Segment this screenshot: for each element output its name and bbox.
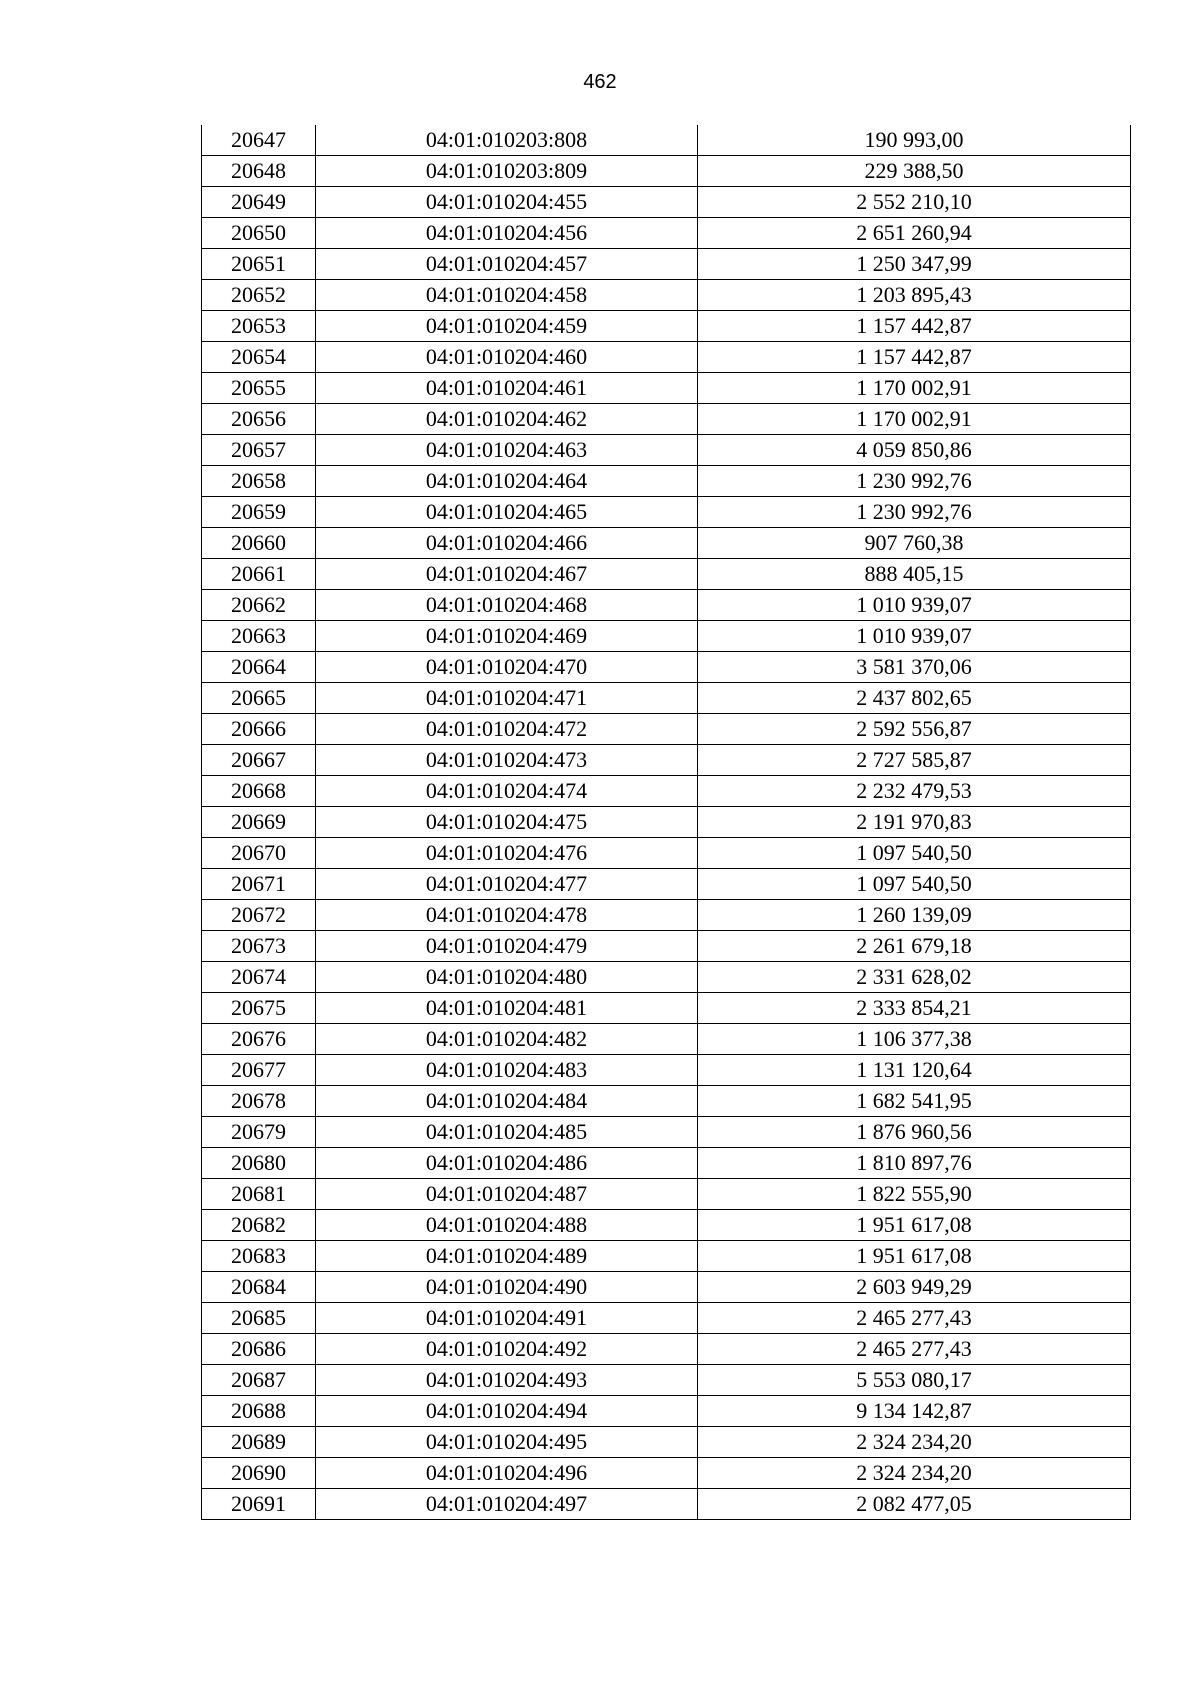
row-number-cell: 20681 xyxy=(202,1179,316,1210)
row-number-cell: 20691 xyxy=(202,1489,316,1520)
cadastral-number-cell: 04:01:010204:459 xyxy=(316,311,698,342)
cadastral-value-cell: 4 059 850,86 xyxy=(698,435,1131,466)
table-row xyxy=(202,125,1131,156)
row-number-cell: 20689 xyxy=(202,1427,316,1458)
cadastral-number-cell: 04:01:010204:475 xyxy=(316,807,698,838)
row-number-cell: 20653 xyxy=(202,311,316,342)
cadastral-number-cell: 04:01:010204:469 xyxy=(316,621,698,652)
cadastral-value-cell: 2 331 628,02 xyxy=(698,962,1131,993)
cadastral-number-cell: 04:01:010204:480 xyxy=(316,962,698,993)
cadastral-number-cell: 04:01:010204:462 xyxy=(316,404,698,435)
table-body xyxy=(202,125,1131,1520)
row-number-cell: 20672 xyxy=(202,900,316,931)
cadastral-value-cell: 2 082 477,05 xyxy=(698,1489,1131,1520)
cadastral-number-cell: 04:01:010204:495 xyxy=(316,1427,698,1458)
cadastral-value-cell: 5 553 080,17 xyxy=(698,1365,1131,1396)
table-row xyxy=(202,652,1131,683)
row-number-cell: 20673 xyxy=(202,931,316,962)
table-row xyxy=(202,1489,1131,1520)
table-row xyxy=(202,621,1131,652)
row-number-cell: 20649 xyxy=(202,187,316,218)
table-row xyxy=(202,714,1131,745)
cadastral-number-cell: 04:01:010204:478 xyxy=(316,900,698,931)
row-number-cell: 20660 xyxy=(202,528,316,559)
cadastral-value-cell: 1 157 442,87 xyxy=(698,311,1131,342)
cadastral-number-cell: 04:01:010204:470 xyxy=(316,652,698,683)
cadastral-number-cell: 04:01:010204:492 xyxy=(316,1334,698,1365)
cadastral-number-cell: 04:01:010204:491 xyxy=(316,1303,698,1334)
table-row xyxy=(202,156,1131,187)
cadastral-number-cell: 04:01:010203:808 xyxy=(316,125,698,156)
cadastral-value-cell: 1 230 992,76 xyxy=(698,497,1131,528)
cadastral-value-cell: 1 157 442,87 xyxy=(698,342,1131,373)
cadastral-value-cell: 190 993,00 xyxy=(698,125,1131,156)
row-number-cell: 20669 xyxy=(202,807,316,838)
cadastral-value-cell: 2 465 277,43 xyxy=(698,1334,1131,1365)
table-row xyxy=(202,838,1131,869)
cadastral-value-cell: 1 682 541,95 xyxy=(698,1086,1131,1117)
row-number-cell: 20680 xyxy=(202,1148,316,1179)
cadastral-value-cell: 1 951 617,08 xyxy=(698,1241,1131,1272)
row-number-cell: 20648 xyxy=(202,156,316,187)
cadastral-value-cell: 1 260 139,09 xyxy=(698,900,1131,931)
table-row xyxy=(202,497,1131,528)
cadastral-value-cell: 2 324 234,20 xyxy=(698,1458,1131,1489)
table-row xyxy=(202,1396,1131,1427)
row-number-cell: 20666 xyxy=(202,714,316,745)
cadastral-number-cell: 04:01:010204:479 xyxy=(316,931,698,962)
row-number-cell: 20679 xyxy=(202,1117,316,1148)
row-number-cell: 20668 xyxy=(202,776,316,807)
row-number-cell: 20690 xyxy=(202,1458,316,1489)
cadastral-number-cell: 04:01:010204:466 xyxy=(316,528,698,559)
cadastral-value-cell: 1 250 347,99 xyxy=(698,249,1131,280)
cadastral-value-cell: 1 097 540,50 xyxy=(698,838,1131,869)
cadastral-number-cell: 04:01:010204:485 xyxy=(316,1117,698,1148)
row-number-cell: 20675 xyxy=(202,993,316,1024)
table-row xyxy=(202,1272,1131,1303)
cadastral-value-cell: 1 010 939,07 xyxy=(698,621,1131,652)
cadastral-number-cell: 04:01:010204:476 xyxy=(316,838,698,869)
table-row xyxy=(202,1427,1131,1458)
table-row xyxy=(202,1148,1131,1179)
table-row xyxy=(202,1303,1131,1334)
row-number-cell: 20647 xyxy=(202,125,316,156)
cadastral-value-cell: 1 951 617,08 xyxy=(698,1210,1131,1241)
table-row xyxy=(202,869,1131,900)
row-number-cell: 20661 xyxy=(202,559,316,590)
row-number-cell: 20687 xyxy=(202,1365,316,1396)
cadastral-value-cell: 2 552 210,10 xyxy=(698,187,1131,218)
cadastral-value-cell: 2 603 949,29 xyxy=(698,1272,1131,1303)
cadastral-number-cell: 04:01:010204:468 xyxy=(316,590,698,621)
cadastral-number-cell: 04:01:010204:457 xyxy=(316,249,698,280)
cadastral-number-cell: 04:01:010204:490 xyxy=(316,1272,698,1303)
cadastral-value-cell: 1 131 120,64 xyxy=(698,1055,1131,1086)
cadastral-value-cell: 1 810 897,76 xyxy=(698,1148,1131,1179)
cadastral-value-cell: 1 170 002,91 xyxy=(698,373,1131,404)
table-row xyxy=(202,1458,1131,1489)
table-row xyxy=(202,466,1131,497)
cadastral-number-cell: 04:01:010204:458 xyxy=(316,280,698,311)
row-number-cell: 20684 xyxy=(202,1272,316,1303)
cadastral-number-cell: 04:01:010204:482 xyxy=(316,1024,698,1055)
cadastral-number-cell: 04:01:010204:477 xyxy=(316,869,698,900)
cadastral-value-cell: 2 333 854,21 xyxy=(698,993,1131,1024)
cadastral-value-cell: 2 437 802,65 xyxy=(698,683,1131,714)
table-row xyxy=(202,962,1131,993)
table-row xyxy=(202,1179,1131,1210)
table-row xyxy=(202,280,1131,311)
table-row xyxy=(202,249,1131,280)
row-number-cell: 20686 xyxy=(202,1334,316,1365)
cadastral-number-cell: 04:01:010204:489 xyxy=(316,1241,698,1272)
table-row xyxy=(202,342,1131,373)
table-row xyxy=(202,187,1131,218)
row-number-cell: 20678 xyxy=(202,1086,316,1117)
table-row xyxy=(202,435,1131,466)
table-row xyxy=(202,900,1131,931)
cadastral-value-cell: 1 822 555,90 xyxy=(698,1179,1131,1210)
cadastral-value-cell: 907 760,38 xyxy=(698,528,1131,559)
row-number-cell: 20683 xyxy=(202,1241,316,1272)
cadastral-number-cell: 04:01:010204:486 xyxy=(316,1148,698,1179)
table-row xyxy=(202,311,1131,342)
cadastral-value-cell: 1 203 895,43 xyxy=(698,280,1131,311)
cadastral-number-cell: 04:01:010203:809 xyxy=(316,156,698,187)
table-row xyxy=(202,559,1131,590)
cadastral-number-cell: 04:01:010204:461 xyxy=(316,373,698,404)
cadastral-number-cell: 04:01:010204:471 xyxy=(316,683,698,714)
cadastral-number-cell: 04:01:010204:494 xyxy=(316,1396,698,1427)
row-number-cell: 20676 xyxy=(202,1024,316,1055)
cadastral-value-cell: 2 727 585,87 xyxy=(698,745,1131,776)
cadastral-number-cell: 04:01:010204:465 xyxy=(316,497,698,528)
table-row xyxy=(202,807,1131,838)
table-row xyxy=(202,776,1131,807)
table-row xyxy=(202,1055,1131,1086)
row-number-cell: 20665 xyxy=(202,683,316,714)
cadastral-number-cell: 04:01:010204:467 xyxy=(316,559,698,590)
cadastral-value-cell: 2 232 479,53 xyxy=(698,776,1131,807)
cadastral-value-cell: 2 324 234,20 xyxy=(698,1427,1131,1458)
cadastral-number-cell: 04:01:010204:460 xyxy=(316,342,698,373)
page-number: 462 xyxy=(583,71,617,93)
row-number-cell: 20652 xyxy=(202,280,316,311)
row-number-cell: 20655 xyxy=(202,373,316,404)
cadastral-number-cell: 04:01:010204:472 xyxy=(316,714,698,745)
cadastral-number-cell: 04:01:010204:487 xyxy=(316,1179,698,1210)
table-row xyxy=(202,931,1131,962)
cadastral-number-cell: 04:01:010204:488 xyxy=(316,1210,698,1241)
row-number-cell: 20651 xyxy=(202,249,316,280)
cadastral-value-cell: 2 651 260,94 xyxy=(698,218,1131,249)
cadastral-number-cell: 04:01:010204:456 xyxy=(316,218,698,249)
row-number-cell: 20685 xyxy=(202,1303,316,1334)
cadastral-value-cell: 2 465 277,43 xyxy=(698,1303,1131,1334)
cadastral-number-cell: 04:01:010204:483 xyxy=(316,1055,698,1086)
table-row xyxy=(202,404,1131,435)
cadastral-number-cell: 04:01:010204:464 xyxy=(316,466,698,497)
table-row xyxy=(202,590,1131,621)
cadastral-value-cell: 1 170 002,91 xyxy=(698,404,1131,435)
table-row xyxy=(202,993,1131,1024)
cadastral-value-cell: 1 010 939,07 xyxy=(698,590,1131,621)
cadastral-number-cell: 04:01:010204:455 xyxy=(316,187,698,218)
row-number-cell: 20677 xyxy=(202,1055,316,1086)
cadastral-number-cell: 04:01:010204:484 xyxy=(316,1086,698,1117)
table-row xyxy=(202,528,1131,559)
cadastral-value-table xyxy=(201,125,1131,1520)
table-row xyxy=(202,1117,1131,1148)
row-number-cell: 20656 xyxy=(202,404,316,435)
cadastral-value-cell: 1 106 377,38 xyxy=(698,1024,1131,1055)
table-row xyxy=(202,1334,1131,1365)
row-number-cell: 20654 xyxy=(202,342,316,373)
row-number-cell: 20674 xyxy=(202,962,316,993)
table-row xyxy=(202,745,1131,776)
cadastral-value-cell: 1 876 960,56 xyxy=(698,1117,1131,1148)
row-number-cell: 20662 xyxy=(202,590,316,621)
cadastral-value-cell: 2 592 556,87 xyxy=(698,714,1131,745)
cadastral-value-cell: 2 261 679,18 xyxy=(698,931,1131,962)
row-number-cell: 20663 xyxy=(202,621,316,652)
row-number-cell: 20650 xyxy=(202,218,316,249)
table-row xyxy=(202,373,1131,404)
cadastral-value-cell: 1 097 540,50 xyxy=(698,869,1131,900)
cadastral-number-cell: 04:01:010204:473 xyxy=(316,745,698,776)
cadastral-number-cell: 04:01:010204:493 xyxy=(316,1365,698,1396)
table-row xyxy=(202,1210,1131,1241)
row-number-cell: 20657 xyxy=(202,435,316,466)
row-number-cell: 20688 xyxy=(202,1396,316,1427)
table-row xyxy=(202,1024,1131,1055)
cadastral-value-cell: 9 134 142,87 xyxy=(698,1396,1131,1427)
cadastral-number-cell: 04:01:010204:463 xyxy=(316,435,698,466)
cadastral-number-cell: 04:01:010204:497 xyxy=(316,1489,698,1520)
row-number-cell: 20659 xyxy=(202,497,316,528)
cadastral-number-cell: 04:01:010204:474 xyxy=(316,776,698,807)
row-number-cell: 20667 xyxy=(202,745,316,776)
cadastral-value-cell: 1 230 992,76 xyxy=(698,466,1131,497)
row-number-cell: 20658 xyxy=(202,466,316,497)
row-number-cell: 20671 xyxy=(202,869,316,900)
row-number-cell: 20670 xyxy=(202,838,316,869)
cadastral-value-cell: 888 405,15 xyxy=(698,559,1131,590)
table-row xyxy=(202,683,1131,714)
cadastral-value-cell: 3 581 370,06 xyxy=(698,652,1131,683)
table-row xyxy=(202,1086,1131,1117)
table-row xyxy=(202,1241,1131,1272)
cadastral-number-cell: 04:01:010204:481 xyxy=(316,993,698,1024)
row-number-cell: 20682 xyxy=(202,1210,316,1241)
cadastral-value-cell: 229 388,50 xyxy=(698,156,1131,187)
row-number-cell: 20664 xyxy=(202,652,316,683)
table-row xyxy=(202,218,1131,249)
cadastral-value-cell: 2 191 970,83 xyxy=(698,807,1131,838)
cadastral-number-cell: 04:01:010204:496 xyxy=(316,1458,698,1489)
table-row xyxy=(202,1365,1131,1396)
